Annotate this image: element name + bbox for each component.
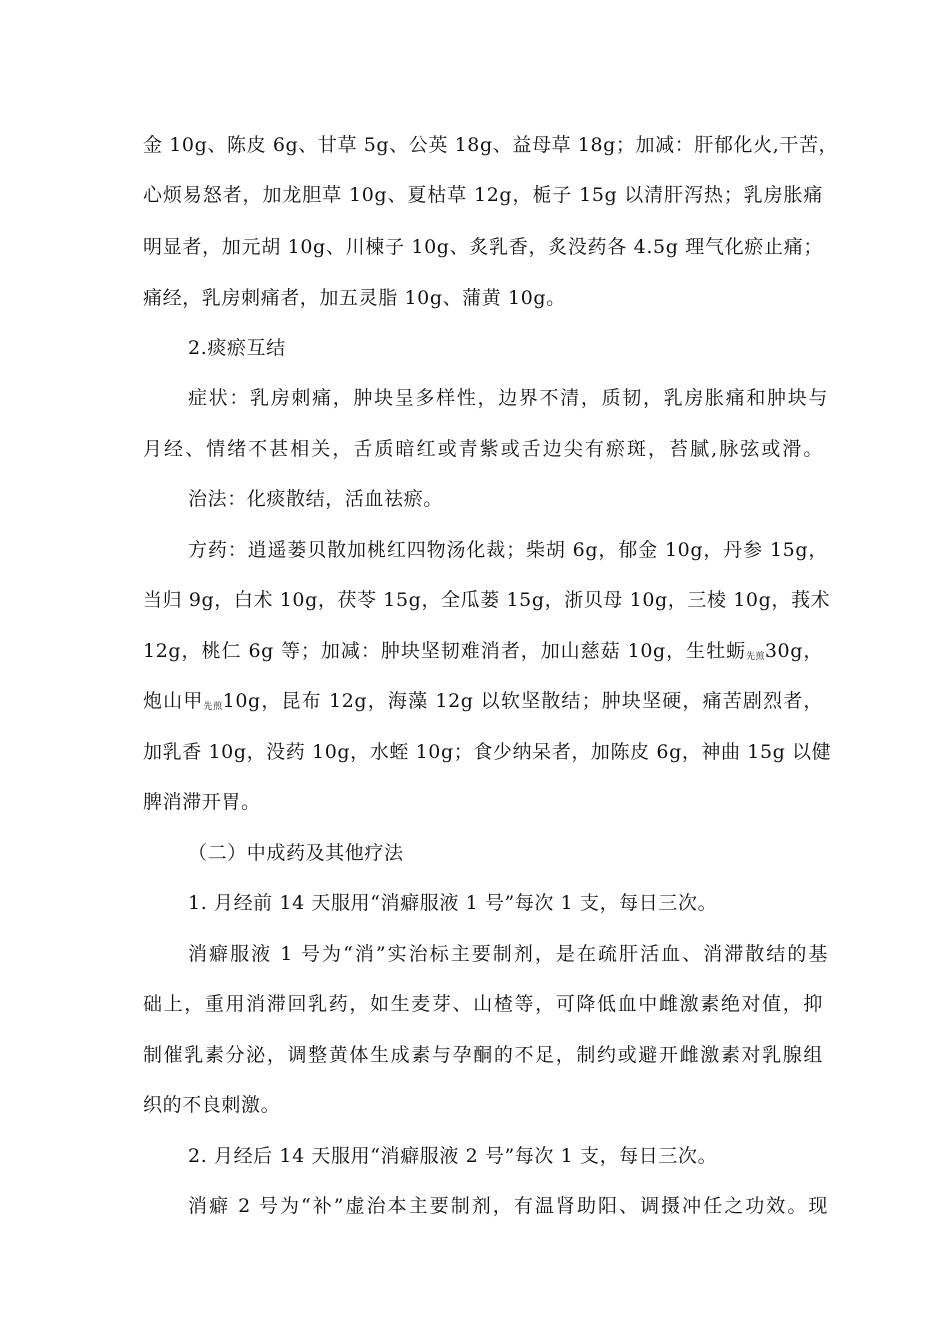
- paragraph-line: 织的不良刺激。: [143, 1094, 281, 1116]
- paragraph-line: 月经、情绪不甚相关，舌质暗红或青紫或舌边尖有瘀斑，苔腻,脉弦或滑。: [143, 438, 823, 460]
- line-text: 30g，: [764, 640, 823, 662]
- paragraph-line: 础上，重用消滞回乳药，如生麦芽、山楂等，可降低血中雌激素绝对值，抑: [143, 993, 823, 1015]
- line-text: 炮山甲: [143, 690, 204, 712]
- paragraph-line: 消癖 2 号为“补”虚治本主要制剂，有温肾助阳、调摄冲任之功效。现: [188, 1195, 828, 1217]
- paragraph-line: [143, 637, 823, 671]
- paragraph-line: 制催乳素分泌，调整黄体生成素与孕酮的不足，制约或避开雌激素对乳腺组: [143, 1044, 823, 1066]
- paragraph-line: 当归 9g，白术 10g，茯苓 15g，全瓜蒌 15g，浙贝母 10g，三棱 10g，莪术: [143, 589, 831, 611]
- paragraph-line: 脾消滞开胃。: [143, 791, 261, 813]
- line-text: 10g，昆布 12g，海藻 12g 以软坚散结；肿块坚硬，痛苦剧烈者，: [222, 690, 823, 712]
- annotation-subscript: 先煎: [203, 702, 223, 712]
- paragraph-line: 消癖服液 1 号为“消”实治标主要制剂，是在疏肝活血、消滞散结的基: [188, 943, 828, 965]
- paragraph-line: 2. 月经后 14 天服用“消癖服液 2 号”每次 1 支，每日三次。: [188, 1145, 718, 1167]
- section-heading: （二）中成药及其他疗法: [188, 842, 404, 864]
- paragraph-line: 金 10g、陈皮 6g、甘草 5g、公英 18g、益母草 18g；加减：肝郁化火,干苦，: [143, 134, 839, 156]
- paragraph-line: 症状：乳房刺痛，肿块呈多样性，边界不清，质韧，乳房胀痛和肿块与: [188, 387, 828, 409]
- paragraph-line: 治法：化痰散结，活血祛瘀。: [188, 488, 443, 510]
- line-text: 12g，桃仁 6g 等；加减：肿块坚韧难消者，加山慈菇 10g，生牡蛎: [143, 640, 747, 662]
- annotation-subscript: 先煎: [746, 652, 765, 662]
- paragraph-line: 心烦易怒者，加龙胆草 10g、夏枯草 12g，栀子 15g 以清肝泻热；乳房胀痛: [143, 184, 823, 206]
- paragraph-line: 痛经，乳房刺痛者，加五灵脂 10g、蒲黄 10g。: [143, 287, 566, 309]
- paragraph-line: 方药：逍遥蒌贝散加桃红四物汤化裁；柴胡 6g，郁金 10g，丹参 15g，: [188, 539, 828, 561]
- paragraph-line: 加乳香 10g，没药 10g，水蛭 10g；食少纳呆者，加陈皮 6g，神曲 15g 以健: [143, 741, 832, 763]
- paragraph-line: [143, 687, 823, 721]
- section-heading: 2.痰瘀互结: [188, 337, 286, 359]
- paragraph-line: 明显者，加元胡 10g、川楝子 10g、炙乳香，炙没药各 4.5g 理气化瘀止痛；: [143, 236, 823, 258]
- paragraph-line: 1. 月经前 14 天服用“消癖服液 1 号”每次 1 支，每日三次。: [188, 892, 718, 914]
